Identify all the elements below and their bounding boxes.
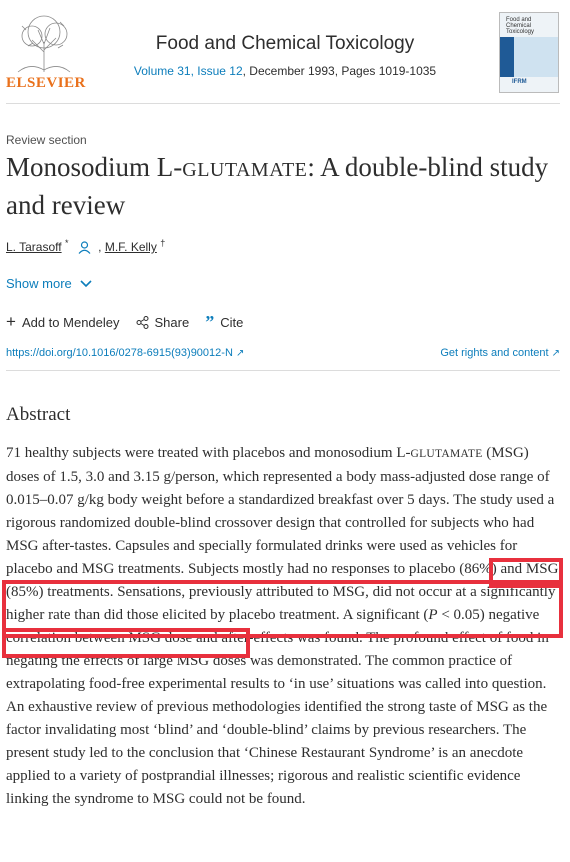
- section-divider: [6, 370, 560, 371]
- volume-issue-link[interactable]: Volume 31, Issue 12: [133, 64, 243, 78]
- author-name[interactable]: M.F. Kelly: [104, 240, 157, 254]
- journal-meta: [120, 64, 450, 78]
- author-mark[interactable]: *: [64, 238, 69, 248]
- publisher-logo-text: ELSEVIER: [6, 75, 86, 91]
- share-button[interactable]: Share: [136, 312, 190, 332]
- journal-cover-image[interactable]: [499, 12, 559, 93]
- rights-link[interactable]: Get rights and content ↗: [440, 347, 560, 359]
- add-to-mendeley-button[interactable]: + Add to Mendeley: [6, 312, 120, 331]
- cover-band: [500, 37, 558, 77]
- external-link-icon: ↗: [235, 348, 245, 359]
- elsevier-tree-icon: [10, 12, 78, 74]
- journal-title[interactable]: Food and Chemical Toxicology: [155, 33, 415, 54]
- article-title: Monosodium L-GLUTAMATE: A double-blind study and review: [6, 152, 549, 220]
- abstract-text: 71 healthy subjects were treated with placebos and monosodium L-GLUTAMATE (MSG) doses of 1.5, 3.0 and 3.15 g/person, which represented a body mass-adjusted dose range of 0.015–0.07 g/kg body weight before a standardized breakfast over 5 days. The study used a rigorous randomized double-blind crossover design that controlled for subjects who had MSG after-tastes. Capsules and specially formulated drinks were used as vehicles for placebo and MSG treatments. Subjects mostly had no responses to placebo (86%) and MSG (85%) treatments. Sensations, previously attributed to MSG, did not occur at a significantly higher rate than did those elicited by placebo treatment. A significant (P < 0.05) negative correlation between MSG dose and after-effects was found. The profound effect of food in negating the effects of large MSG doses was demonstrated. The common practice of extrapolating food-free experimental results to ‘in use’ situations was called into question. An exhaustive review of previous methodologies identified the strong taste of MSG as the factor invalidating most ‘blind’ and ‘double-blind’ claims by previous researchers. The present study led to the conclusion that ‘Chinese Restaurant Syndrome’ is an anecdote applied to a variety of postprandial illnesses; rigorous and realistic scientific evidence linking the syndrome to MSG could not be found.: [6, 445, 559, 807]
- quote-icon: ”: [205, 312, 215, 332]
- show-more-button[interactable]: Show more: [6, 276, 92, 291]
- author-separator: ,: [98, 240, 102, 254]
- abstract-heading: Abstract: [6, 404, 71, 425]
- doi-link[interactable]: https://doi.org/10.1016/0278-6915(93)90012-N ↗: [6, 347, 245, 359]
- author-mark[interactable]: †: [160, 238, 166, 248]
- cover-badge: IFRM: [512, 79, 527, 85]
- plus-icon: +: [6, 312, 16, 331]
- header-divider: [6, 103, 560, 104]
- person-icon[interactable]: [78, 241, 91, 254]
- author-list: [6, 238, 165, 254]
- external-link-icon: ↗: [551, 348, 560, 359]
- highlighted-passage: Subjects mostly had no responses to placebo (86%) and MSG (85%) treatments. Sensations, previously attributed to MSG, did not occur at a significantly higher rate than did those elicited by placebo treatment.: [6, 561, 559, 623]
- cite-button[interactable]: ” Cite: [205, 312, 244, 332]
- journal-date-pages: , December 1993, Pages 1019-1035: [242, 64, 437, 78]
- cover-title: Food and Chemical Toxicology: [506, 17, 535, 35]
- article-actions: [6, 312, 243, 332]
- section-label: Review section: [6, 133, 87, 147]
- elsevier-logo[interactable]: [6, 12, 84, 92]
- chevron-down-icon: [80, 280, 92, 288]
- author-name[interactable]: L. Tarasoff: [6, 240, 62, 254]
- share-icon: [136, 316, 149, 329]
